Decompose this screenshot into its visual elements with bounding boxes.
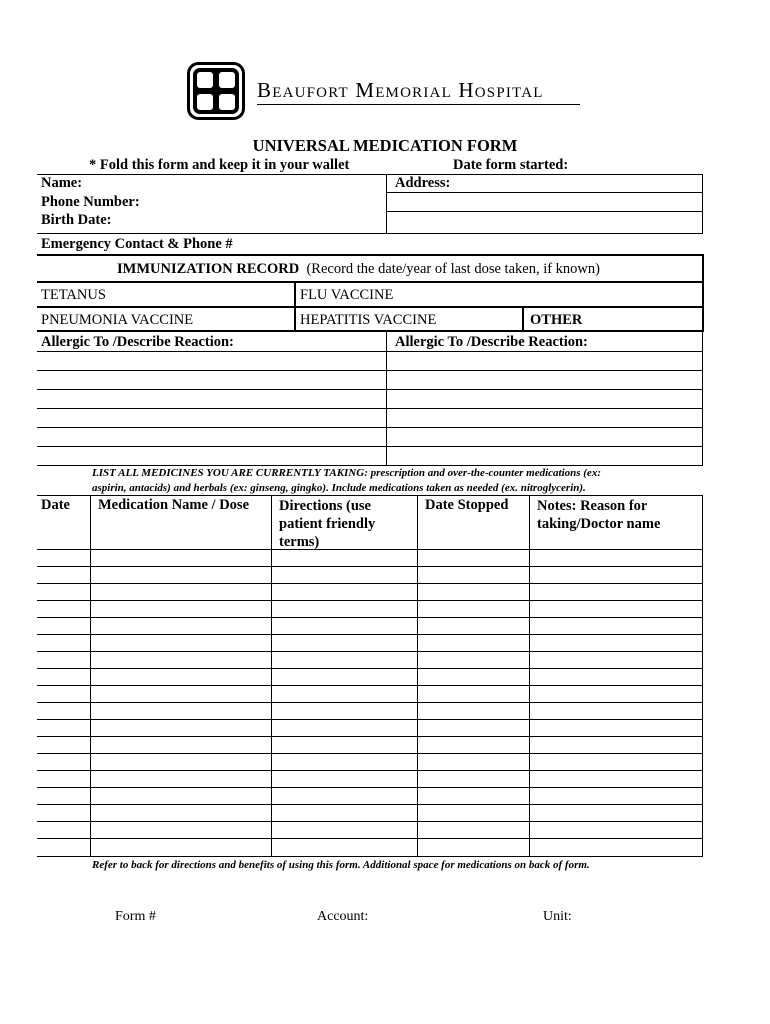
med-row-line bbox=[37, 634, 703, 635]
immunization-divider bbox=[522, 306, 524, 331]
col-directions-line2: patient friendly bbox=[279, 516, 376, 532]
allergy-line bbox=[37, 446, 703, 447]
med-row-line bbox=[37, 600, 703, 601]
med-row-line bbox=[37, 549, 703, 550]
med-table-top bbox=[37, 495, 703, 496]
allergy-line bbox=[37, 408, 703, 409]
immunization-border bbox=[702, 254, 704, 331]
col-directions-line3: terms) bbox=[279, 534, 320, 550]
hepatitis-vaccine-label: HEPATITIS VACCINE bbox=[300, 312, 437, 328]
birth-date-label: Birth Date: bbox=[41, 212, 112, 228]
refer-note: Refer to back for directions and benefits of using this form. Additional space for medications on back of form. bbox=[92, 859, 590, 871]
col-date: Date bbox=[41, 497, 70, 513]
name-label: Name: bbox=[41, 175, 83, 191]
phone-label: Phone Number: bbox=[41, 194, 140, 210]
table-divider bbox=[386, 174, 387, 234]
col-medication-name-dose: Medication Name / Dose bbox=[98, 497, 250, 513]
allergy-right-label: Allergic To /Describe Reaction: bbox=[395, 334, 588, 350]
table-border bbox=[702, 174, 703, 234]
immunization-header bbox=[117, 261, 600, 278]
med-table-bottom bbox=[37, 856, 703, 857]
med-row-line bbox=[37, 770, 703, 771]
logo-rule bbox=[257, 104, 580, 105]
med-row-line bbox=[37, 566, 703, 567]
other-vaccine-label: OTHER bbox=[530, 312, 583, 328]
table-border bbox=[37, 174, 703, 175]
hospital-logo bbox=[187, 62, 587, 122]
col-notes-line1: Notes: Reason for bbox=[537, 498, 648, 514]
hospital-name: Beaufort Memorial Hospital bbox=[257, 78, 544, 102]
med-row-line bbox=[37, 685, 703, 686]
immunization-divider bbox=[294, 281, 296, 331]
row-line bbox=[37, 233, 703, 234]
allergy-line bbox=[37, 389, 703, 390]
immunization-border bbox=[37, 254, 704, 256]
med-row-line bbox=[37, 804, 703, 805]
unit-label: Unit: bbox=[543, 909, 572, 924]
allergy-left-label: Allergic To /Describe Reaction: bbox=[41, 334, 234, 350]
medicines-note-line2: aspirin, antacids) and herbals (ex: ginseng, gingko). Include medications taken as needed (ex. nitroglycerin). bbox=[92, 482, 586, 494]
medicines-note-line1: LIST ALL MEDICINES YOU ARE CURRENTLY TAKING: prescription and over-the-counter medications (ex: bbox=[92, 467, 601, 479]
immunization-border bbox=[37, 306, 704, 308]
med-row-line bbox=[37, 668, 703, 669]
med-row-line bbox=[37, 719, 703, 720]
med-row-line bbox=[37, 651, 703, 652]
hospital-cross-icon bbox=[187, 62, 245, 120]
tetanus-label: TETANUS bbox=[41, 287, 106, 303]
med-row-line bbox=[37, 736, 703, 737]
immunization-border bbox=[37, 330, 704, 332]
med-row-line bbox=[37, 583, 703, 584]
immunization-border bbox=[37, 281, 704, 283]
col-directions bbox=[279, 497, 375, 551]
address-label: Address: bbox=[395, 175, 451, 191]
account-label: Account: bbox=[317, 909, 369, 924]
form-title: UNIVERSAL MEDICATION FORM bbox=[252, 136, 518, 155]
col-notes-line2: taking/Doctor name bbox=[537, 516, 661, 532]
col-notes bbox=[537, 497, 660, 533]
allergy-line bbox=[37, 351, 703, 352]
fold-note: * Fold this form and keep it in your wallet bbox=[89, 157, 350, 173]
immunization-subtitle: (Record the date/year of last dose taken, if known) bbox=[306, 261, 600, 277]
form-number-label: Form # bbox=[115, 909, 156, 924]
flu-vaccine-label: FLU VACCINE bbox=[300, 287, 394, 303]
row-line bbox=[386, 192, 702, 193]
med-row-line bbox=[37, 787, 703, 788]
date-started-label: Date form started: bbox=[453, 157, 569, 173]
pneumonia-vaccine-label: PNEUMONIA VACCINE bbox=[41, 312, 194, 328]
immunization-title: IMMUNIZATION RECORD bbox=[117, 261, 300, 277]
med-row-line bbox=[37, 617, 703, 618]
col-date-stopped: Date Stopped bbox=[425, 497, 509, 513]
row-line bbox=[386, 211, 702, 212]
med-row-line bbox=[37, 821, 703, 822]
col-directions-line1: Directions (use bbox=[279, 498, 371, 514]
allergy-line bbox=[37, 370, 703, 371]
emergency-contact-label: Emergency Contact & Phone # bbox=[41, 236, 233, 252]
med-row-line bbox=[37, 838, 703, 839]
allergy-line bbox=[37, 427, 703, 428]
med-row-line bbox=[37, 702, 703, 703]
allergy-line bbox=[37, 465, 703, 466]
med-row-line bbox=[37, 753, 703, 754]
